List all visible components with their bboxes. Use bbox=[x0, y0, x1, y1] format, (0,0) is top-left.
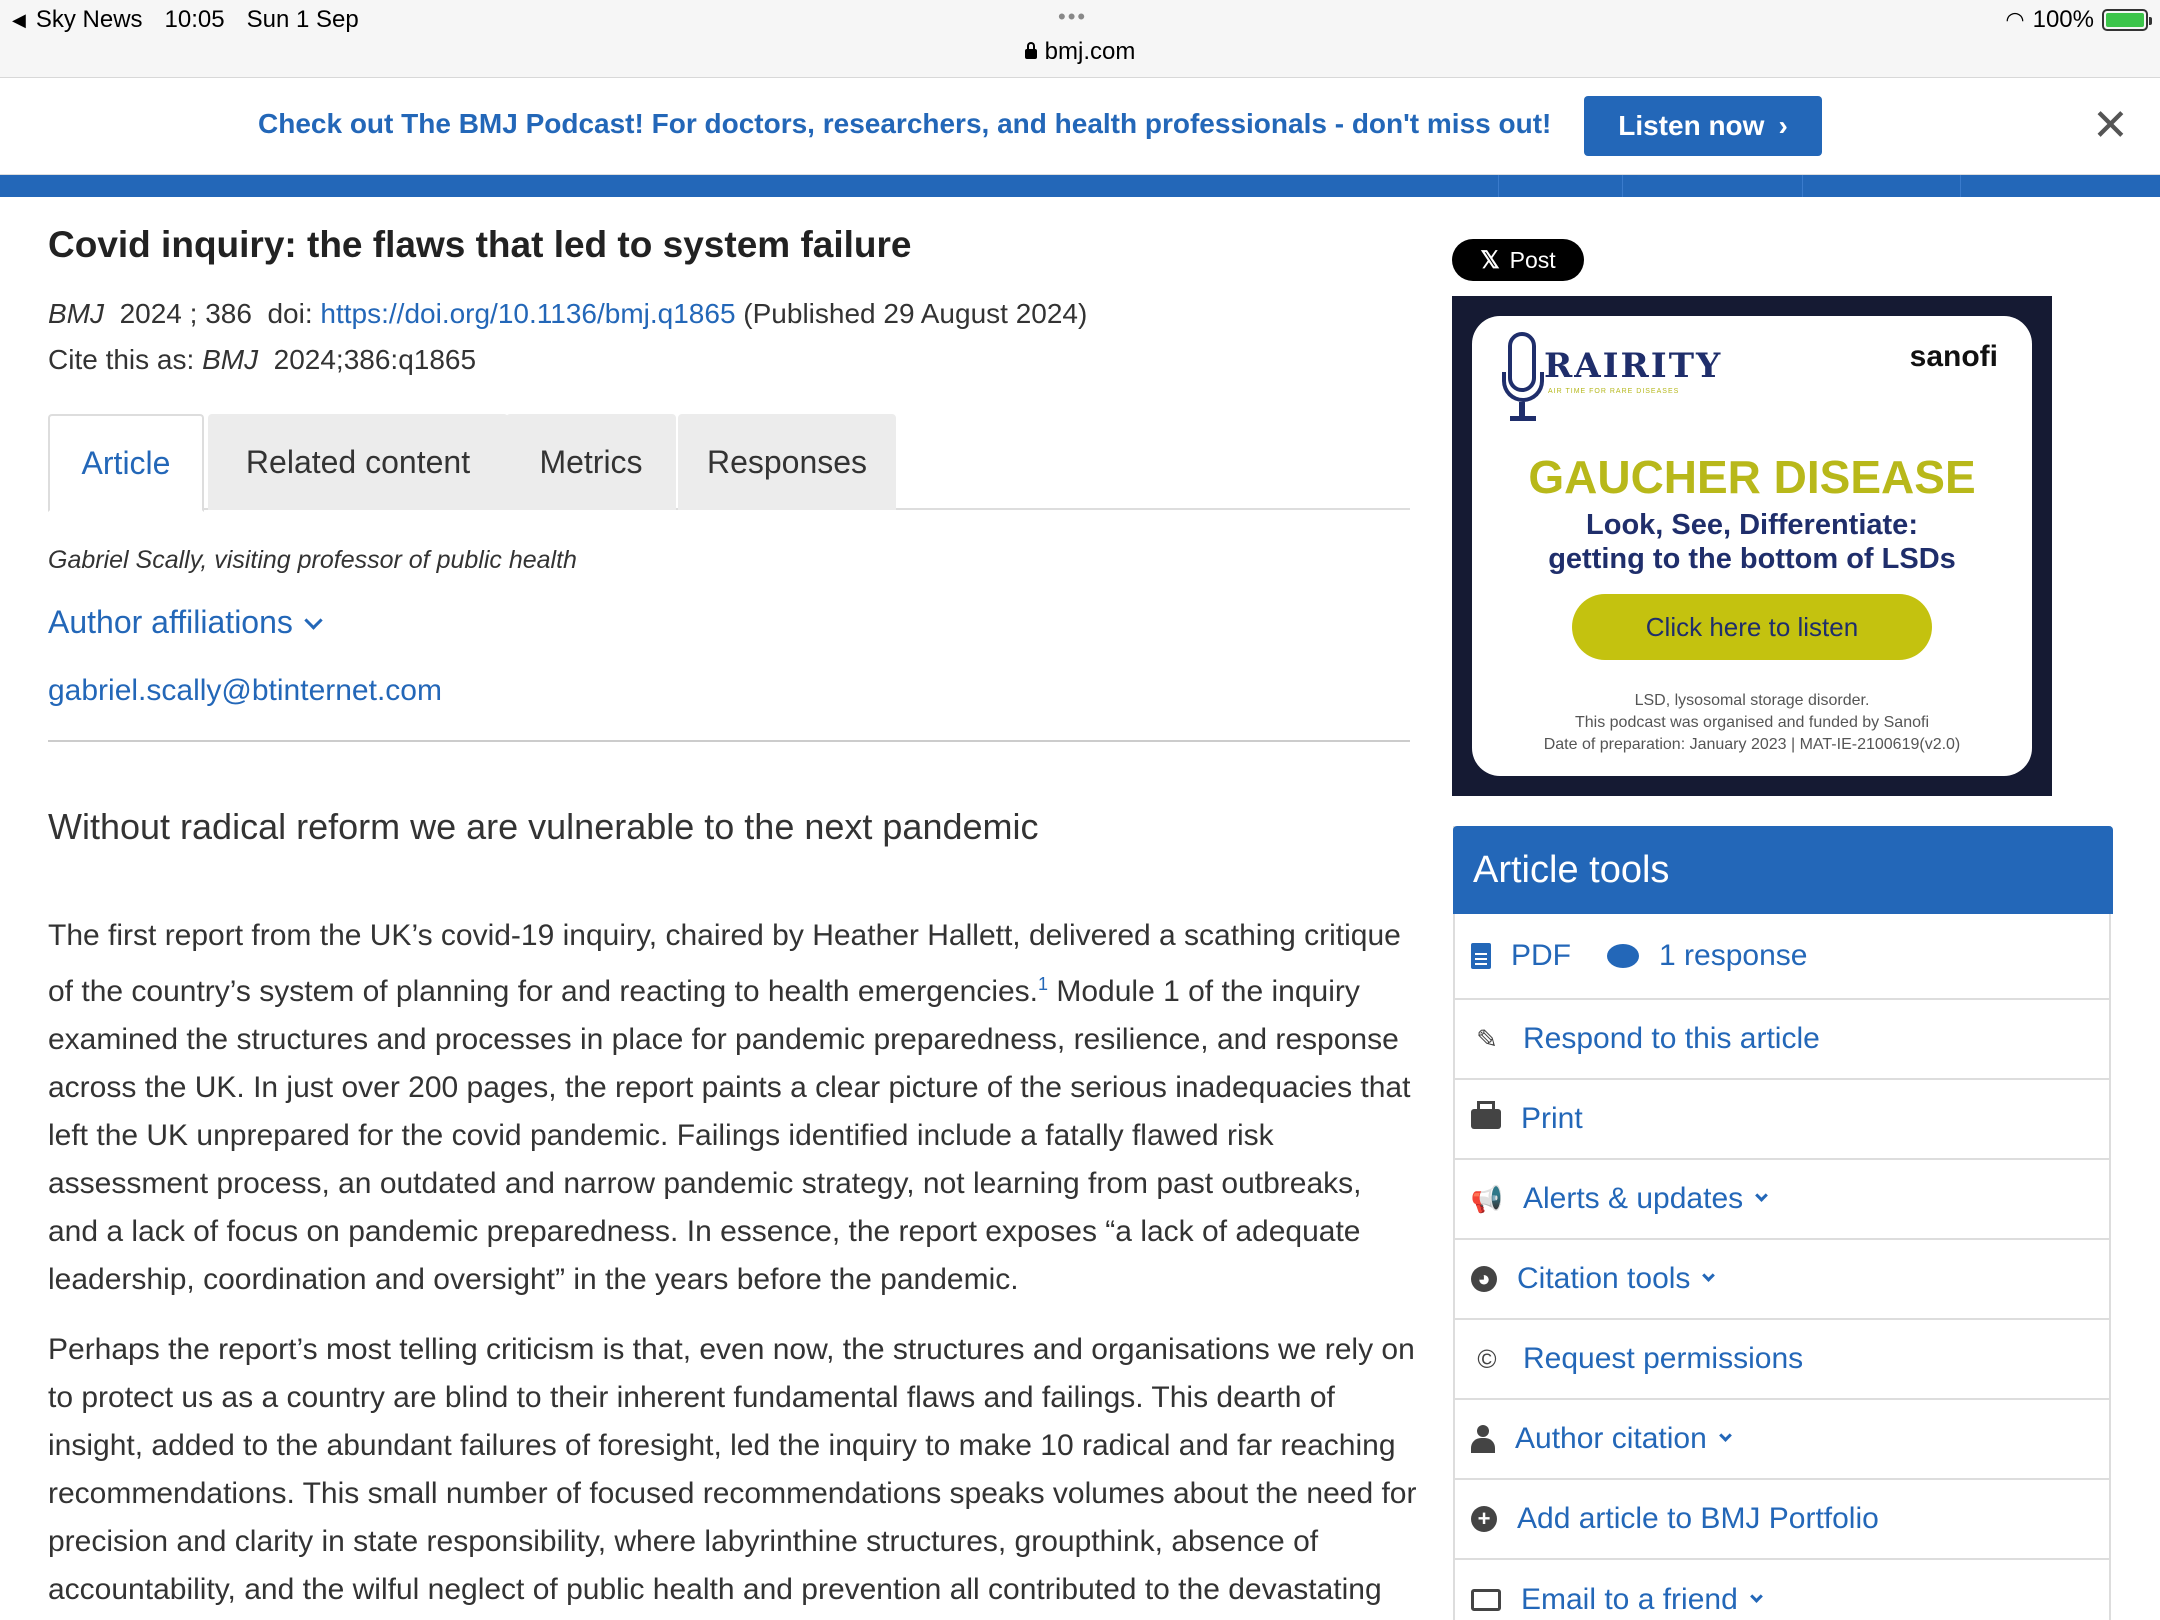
author-affiliations-label: Author affiliations bbox=[48, 604, 293, 640]
tool-citation[interactable] bbox=[1455, 1240, 2111, 1320]
chevron-down-icon bbox=[1750, 1590, 1763, 1603]
paragraph-1-text-b: Module 1 of the inquiry examined the structures and processes in place for pandemic preparedness, resilience, and response across the UK. In just over 200 pages, the report paints a clear picture of the serious inadequacies that left the UK unprepared for the covid pandemic. Failings identified include a fatally flawed risk assessment process, an outdated and narrow pandemic strategy, not learning from past outbreaks, and a lack of focus on pandemic preparedness. In essence, the report exposes “a lack of adequate leadership, coordination and oversight” in the years before the pandemic. bbox=[48, 975, 1411, 1296]
article-tools-panel bbox=[1453, 826, 2111, 1620]
status-time: 10:05 bbox=[164, 6, 225, 33]
plus-circle-icon: + bbox=[1471, 1506, 1497, 1532]
tool-author-citation[interactable] bbox=[1455, 1400, 2111, 1480]
paragraph-2: Perhaps the report’s most telling criticism is that, even now, the structures and organisations we rely on to protect us as a country are blind to their inherent fundamental flaws and failings. This dearth of insight, added to the abundant failures of foresight, led the inquiry to make 10 radical and far reaching recommendations. This small number of focused recommendations speaks volumes about the need for precision and clarity in state responsibility, where labyrinthine structures, groupthink, absence of accountability, and the wilful neglect of public health and prevention all contributed to the devastating bbox=[48, 1333, 1417, 1606]
article-title: Covid inquiry: the flaws that led to system failure bbox=[48, 224, 912, 265]
article-tabs bbox=[48, 414, 1410, 510]
doi-label: doi: bbox=[267, 298, 313, 329]
tab-related-content[interactable]: Related content bbox=[208, 414, 508, 510]
envelope-icon bbox=[1471, 1589, 1501, 1611]
listen-now-label: Listen now bbox=[1618, 110, 1765, 141]
tool-portfolio[interactable] bbox=[1455, 1480, 2111, 1560]
doi-link[interactable]: https://doi.org/10.1136/bmj.q1865 bbox=[320, 298, 736, 329]
paragraph-1 bbox=[48, 912, 1418, 1304]
tool-alerts[interactable] bbox=[1455, 1160, 2111, 1240]
address-bar[interactable] bbox=[0, 38, 2160, 66]
author-affiliations-toggle[interactable] bbox=[48, 604, 320, 641]
respond-label: Respond to this article bbox=[1523, 1022, 1820, 1055]
status-date: Sun 1 Sep bbox=[246, 6, 359, 33]
microphone-icon bbox=[1502, 332, 1546, 424]
wifi-icon: ◠ bbox=[2005, 7, 2025, 32]
status-right bbox=[2005, 6, 2148, 34]
reference-link[interactable]: 1 bbox=[1038, 974, 1049, 994]
cite-journal: BMJ bbox=[202, 344, 259, 375]
podcast-banner bbox=[0, 78, 2160, 175]
x-post-button[interactable] bbox=[1452, 239, 1584, 281]
standfirst: Without radical reform we are vulnerable to the next pandemic bbox=[48, 806, 1039, 847]
nav-divider bbox=[1960, 175, 1961, 197]
megaphone-icon: 📢 bbox=[1470, 1183, 1504, 1214]
ad-fine-print bbox=[1472, 690, 2032, 756]
ad-subline-2: getting to the bottom of LSDs bbox=[1548, 543, 1956, 575]
print-icon bbox=[1471, 1109, 1501, 1129]
journal-name: BMJ bbox=[48, 298, 104, 329]
banner-text[interactable]: Check out The BMJ Podcast! For doctors, researchers, and health professionals - don't miss out! bbox=[258, 108, 1552, 139]
listen-now-button[interactable] bbox=[1584, 96, 1822, 156]
portfolio-label: Add article to BMJ Portfolio bbox=[1517, 1502, 1879, 1535]
tool-email[interactable] bbox=[1455, 1560, 2111, 1620]
multitask-dots-icon[interactable]: ••• bbox=[1058, 4, 1088, 29]
ad-subheadline bbox=[1472, 508, 2032, 576]
print-label: Print bbox=[1521, 1102, 1583, 1135]
tab-responses[interactable]: Responses bbox=[678, 414, 896, 510]
advertisement[interactable] bbox=[1452, 296, 2052, 796]
chevron-down-icon bbox=[304, 611, 322, 629]
sponsor-logo: sanofi bbox=[1909, 340, 1998, 373]
volume-info: 2024 ; 386 bbox=[119, 298, 252, 329]
cite-label: Cite this as: bbox=[48, 344, 195, 375]
ad-tagline: AIR TIME FOR RARE DISEASES bbox=[1548, 388, 1680, 395]
ad-fine-1: LSD, lysosomal storage disorder. bbox=[1634, 692, 1870, 709]
ad-card bbox=[1472, 316, 2032, 776]
back-app-label[interactable]: Sky News bbox=[35, 6, 143, 33]
chevron-down-icon bbox=[1755, 1189, 1768, 1202]
tab-metrics[interactable]: Metrics bbox=[506, 414, 676, 510]
globe-icon: ◕ bbox=[1471, 1266, 1497, 1292]
tab-article[interactable]: Article bbox=[48, 414, 204, 512]
citation-line bbox=[48, 298, 1087, 330]
permissions-label: Request permissions bbox=[1523, 1342, 1804, 1375]
nav-divider bbox=[1622, 175, 1623, 197]
chevron-right-icon: › bbox=[1778, 110, 1788, 141]
pdf-icon bbox=[1471, 943, 1491, 969]
ad-headline: GAUCHER DISEASE bbox=[1528, 451, 1976, 503]
nav-divider bbox=[1802, 175, 1803, 197]
person-icon bbox=[1471, 1425, 1495, 1453]
ad-subline-1: Look, See, Differentiate: bbox=[1586, 509, 1918, 541]
cite-value: 2024;386:q1865 bbox=[273, 344, 477, 375]
x-logo-icon: 𝕏 bbox=[1480, 246, 1500, 274]
citation-label: Citation tools bbox=[1517, 1262, 1691, 1295]
alerts-label: Alerts & updates bbox=[1523, 1182, 1744, 1215]
author-line: Gabriel Scally, visiting professor of public health bbox=[48, 546, 577, 574]
tool-print[interactable] bbox=[1455, 1080, 2111, 1160]
ad-listen-button[interactable]: Click here to listen bbox=[1572, 594, 1932, 660]
chevron-down-icon bbox=[1719, 1429, 1732, 1442]
lock-icon bbox=[1025, 49, 1037, 59]
divider bbox=[48, 740, 1410, 742]
url-text: bmj.com bbox=[1044, 38, 1136, 65]
cite-line bbox=[48, 344, 476, 376]
battery-percent: 100% bbox=[2032, 6, 2094, 33]
ad-fine-2: This podcast was organised and funded by Sanofi bbox=[1574, 714, 1929, 731]
ios-status-bar bbox=[0, 0, 2160, 78]
tool-respond[interactable] bbox=[1455, 1000, 2111, 1080]
ad-brand: RAIRITY bbox=[1544, 346, 1723, 386]
nav-divider bbox=[1498, 175, 1499, 197]
comment-icon bbox=[1607, 944, 1639, 968]
chevron-down-icon bbox=[1703, 1269, 1716, 1282]
site-nav-bar bbox=[0, 175, 2160, 197]
response-count-link[interactable]: 1 response bbox=[1659, 939, 1808, 972]
copyright-icon: © bbox=[1477, 1343, 1497, 1374]
pdf-link[interactable]: PDF bbox=[1511, 939, 1571, 972]
published-date: (Published 29 August 2024) bbox=[743, 298, 1088, 329]
paragraph-1-text-a: The first report from the UK’s covid-19 inquiry, chaired by Heather Hallett, delivered a scathing critique of the country’s system of planning for and reacting to health emergencies. bbox=[48, 919, 1401, 1008]
article-tools-title: Article tools bbox=[1453, 826, 2113, 914]
battery-icon bbox=[2102, 9, 2148, 31]
close-icon[interactable]: ✕ bbox=[2092, 101, 2129, 150]
author-citation-label: Author citation bbox=[1515, 1422, 1707, 1455]
back-arrow-icon[interactable]: ◀ bbox=[12, 9, 26, 30]
ad-fine-3: Date of preparation: January 2023 | MAT-IE-2100619(v2.0) bbox=[1543, 736, 1961, 753]
email-label: Email to a friend bbox=[1521, 1583, 1738, 1616]
edit-icon: ✎ bbox=[1476, 1023, 1498, 1054]
tool-pdf-row bbox=[1455, 914, 2111, 1000]
status-left bbox=[12, 6, 359, 34]
tool-permissions[interactable] bbox=[1455, 1320, 2111, 1400]
author-email-link[interactable]: gabriel.scally@btinternet.com bbox=[48, 674, 442, 707]
post-label: Post bbox=[1509, 246, 1556, 273]
